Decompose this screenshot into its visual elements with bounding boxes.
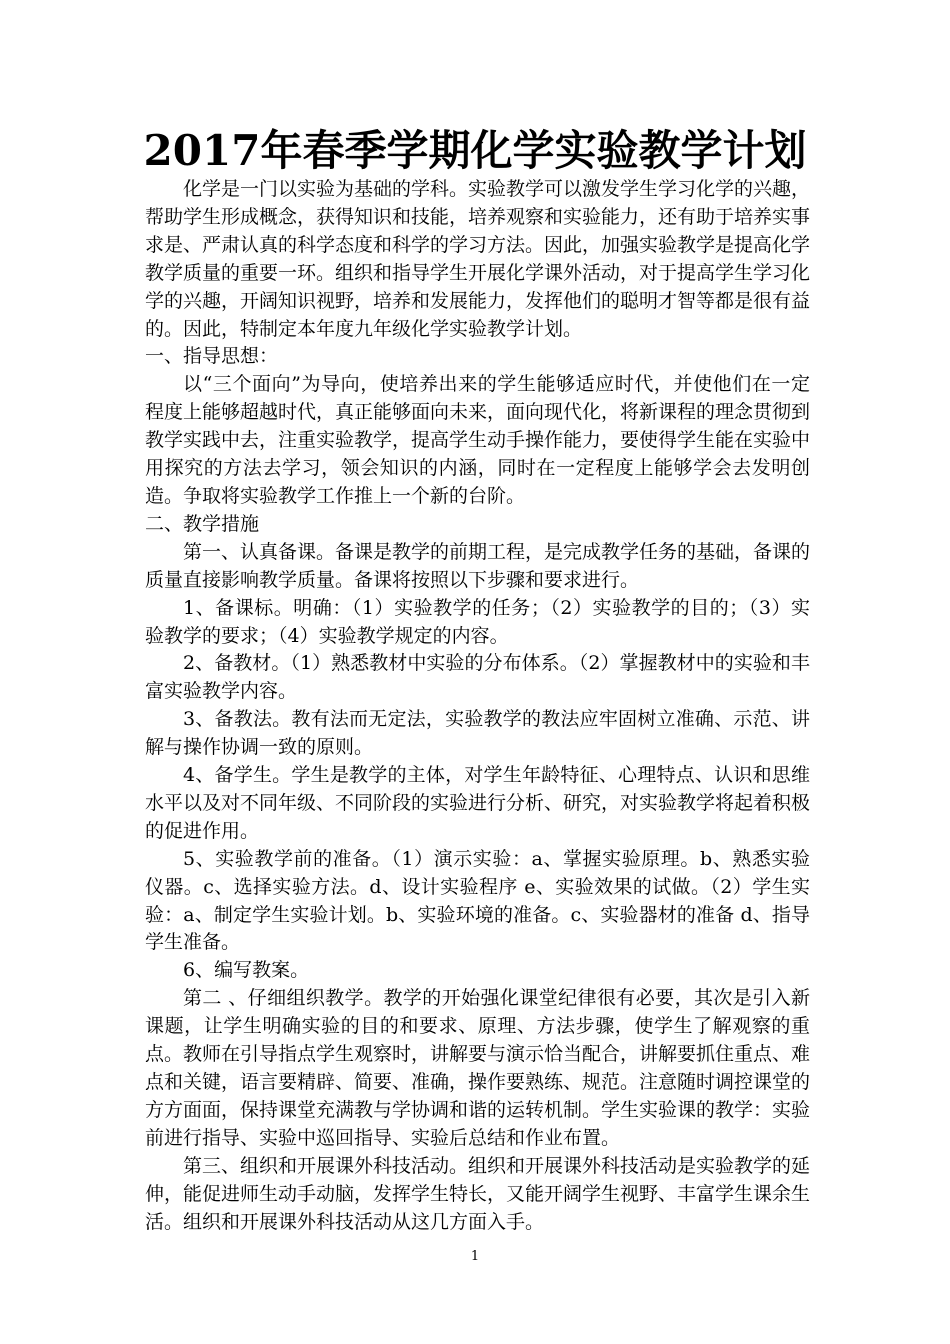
prepare-textbook-paragraph: 2、备教材。（1）熟悉教材中实验的分布体系。（2）掌握教材中的实验和丰富实验教学内容。	[145, 652, 810, 703]
page-number: 1	[470, 1249, 480, 1264]
measure-1-paragraph: 第一、认真备课。备课是教学的前期工程，是完成教学任务的基础，备课的质量直接影响教学质量。备课将按照以下步骤和要求进行。	[145, 540, 811, 591]
write-lesson-plan-paragraph: 6、编写教案。	[183, 959, 310, 982]
prepare-curriculum-paragraph: 1、备课标。明确：（1）实验教学的任务；（2）实验教学的目的；（3）实验教学的要求；（4）实验教学规定的内容。	[145, 596, 810, 647]
measure-2-paragraph: 第二 、仔细组织教学。教学的开始强化课堂纪律很有必要，其次是引入新课题，让学生明确实验的目的和要求、原理、方法步骤，使学生了解观察的重点。教师在引导指点学生观察时，讲解要与演示恰当配合，讲解要抓住重点、难点和关键，语言要精辟、简要、准确，操作要熟练、规范。注意随时调控课堂的方方面面，保持课堂充满教与学协调和谐的运转机制。学生实验课的教学：实验前进行指导、实验中巡回指导、实验后总结和作业布置。	[145, 987, 811, 1149]
intro-paragraph: 化学是一门以实验为基础的学科。实验教学可以激发学生学习化学的兴趣，帮助学生形成概念，获得知识和技能，培养观察和实验能力，还有助于培养实事求是、严肃认真的科学态度和科学的学习方法。因此，加强实验教学是提高化学教学质量的重要一环。组织和指导学生开展化学课外活动，对于提高学生学习化学的兴趣，开阔知识视野，培养和发展能力，发挥他们的聪明才智等都是很有益的。因此，特制定本年度九年级化学实验教学计划。	[145, 178, 811, 340]
experiment-preparation-paragraph: 5、实验教学前的准备。（1）演示实验：a、掌握实验原理。b、熟悉实验仪器。c、选择实验方法。d、设计实验程序 e、实验效果的试做。（2）学生实验：a、制定学生实验计划。b、实验环境的准备。c、实验器材的准备 d、指导学生准备。	[145, 847, 810, 954]
section-heading-guiding-ideology: 一、指导思想：	[145, 345, 279, 368]
document-body	[145, 176, 810, 1236]
document-title: 2017年春季学期化学实验教学计划	[143, 126, 807, 175]
guiding-ideology-paragraph: 以“三个面向”为导向，使培养出来的学生能够适应时代，并使他们在一定程度上能够超越时代，真正能够面向未来，面向现代化，将新课程的理念贯彻到教学实践中去，注重实验教学，提高学生动手操作能力，要使得学生能在实验中用探究的方法去学习，领会知识的内涵，同时在一定程度上能够学会去发明创造。争取将实验教学工作推上一个新的台阶。	[145, 373, 811, 507]
measure-3-paragraph: 第三、组织和开展课外科技活动。组织和开展课外科技活动是实验教学的延伸，能促进师生动手动脑，发挥学生特长，又能开阔学生视野、丰富学生课余生活。组织和开展课外科技活动从这几方面入手。	[145, 1154, 811, 1233]
prepare-method-paragraph: 3、备教法。教有法而无定法，实验教学的教法应牢固树立准确、示范、讲解与操作协调一致的原则。	[145, 708, 810, 759]
prepare-students-paragraph: 4、备学生。学生是教学的主体，对学生年龄特征、心理特点、认识和思维水平以及对不同年级、不同阶段的实验进行分析、研究，对实验教学将起着积极的促进作用。	[145, 764, 811, 842]
section-heading-teaching-measures: 二、教学措施	[145, 512, 260, 535]
